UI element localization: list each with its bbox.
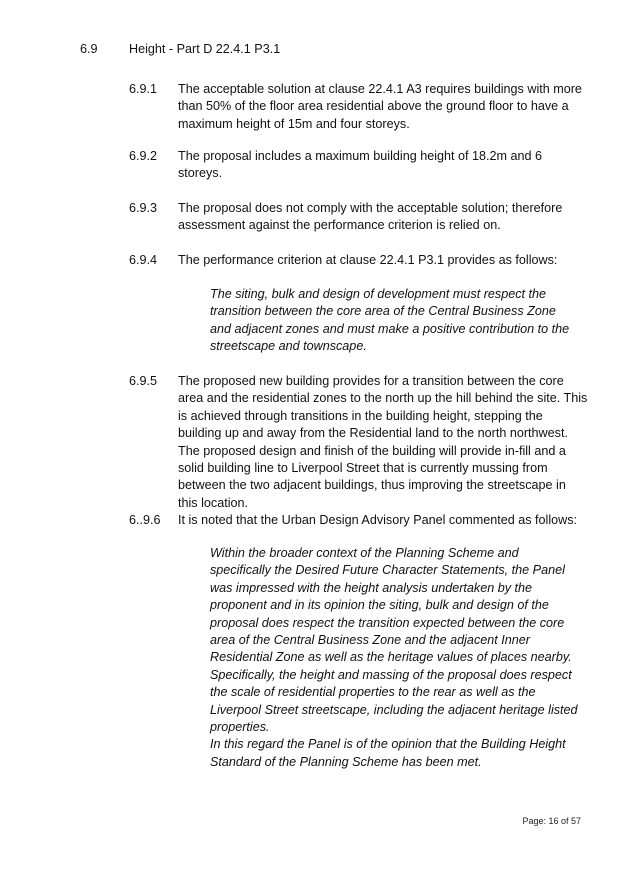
- paragraph-text: The proposal includes a maximum building height of 18.2m and 6 storeys.: [178, 149, 543, 181]
- paragraph-number: 6.9.3: [129, 201, 158, 215]
- paragraph-text: The proposed new building provides for a transition between the core area and the residential zones to the north up the hill behind the site. This is achieved through transitions in the building height, stepping the building up and away from the Residential land to the north northwest. The proposed design and finish of the building will provide in-fill and a solid building line to Liverpool Street that is currently mussing from between the two adjacent buildings, thus improving the streetscape in this location.: [178, 374, 588, 510]
- panel-comment-quote: [210, 545, 580, 771]
- paragraph-text: The proposal does not comply with the acceptable solution; therefore assessment against the performance criterion is relied on.: [178, 201, 563, 233]
- section-title: Height - Part D 22.4.1 P3.1: [129, 42, 281, 56]
- paragraph-number: 6..9.6: [129, 513, 161, 527]
- performance-criterion-quote: The siting, bulk and design of development must respect the transition between the core area of the Central Business Zone and adjacent zones and must make a positive contribution to the streetscape and townscape.: [210, 287, 570, 354]
- paragraph-number: 6.9.1: [129, 82, 158, 96]
- paragraph-number: 6.9.2: [129, 149, 158, 163]
- page-number: Page: 16 of 57: [522, 816, 581, 826]
- panel-comment-part-2: Specifically, the height and massing of the proposal does respect the scale of residential properties to the rear as well as the Liverpool Street streetscape, including the adjacent heritage listed properties.: [210, 667, 578, 735]
- paragraph-text: It is noted that the Urban Design Advisory Panel commented as follows:: [178, 513, 578, 527]
- section-number: 6.9: [80, 42, 98, 56]
- paragraph-text: The performance criterion at clause 22.4.1 P3.1 provides as follows:: [178, 253, 558, 267]
- paragraph-text: The acceptable solution at clause 22.4.1 A3 requires buildings with more than 50% of the floor area residential above the ground floor to have a maximum height of 15m and four storeys.: [178, 82, 582, 131]
- paragraph-number: 6.9.5: [129, 374, 158, 388]
- panel-comment-part-3: In this regard the Panel is of the opinion that the Building Height Standard of the Planning Scheme has been met.: [210, 737, 566, 769]
- paragraph-number: 6.9.4: [129, 253, 158, 267]
- panel-comment-part-1: Within the broader context of the Planning Scheme and specifically the Desired Future Character Statements, the Panel was impressed with the height analysis undertaken by the proponent and in its opinion the siting, bulk and design of the proposal does respect the transition expected between the core area of the Central Business Zone and the adjacent Inner Residential Zone as well as the heritage values of places nearby.: [210, 546, 572, 665]
